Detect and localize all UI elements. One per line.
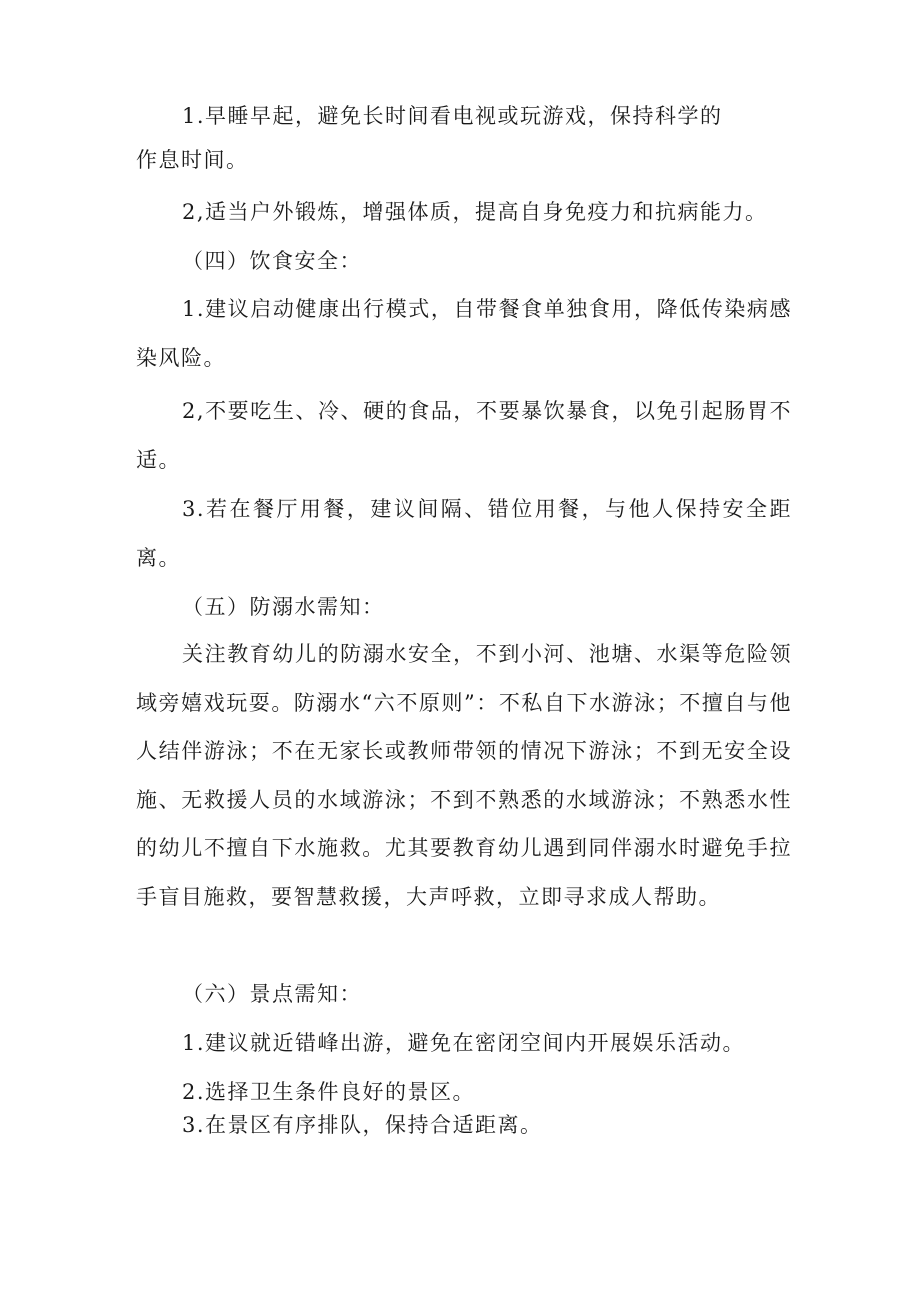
food-paragraph-3: 3.若在餐厅用餐，建议间隔、错位用餐，与他人保持安全距离。 (136, 497, 792, 570)
scenic-paragraph-3: 3.在景区有序排队，保持合适距离。 (182, 1113, 543, 1137)
food-paragraph-2: 2,不要吃生、冷、硬的食品，不要暴饮暴食，以免引起肠胃不适。 (136, 399, 792, 472)
rest-paragraph-1: 1.早睡早起，避免长时间看电视或玩游戏，保持科学的 (182, 104, 723, 128)
drowning-paragraph: 关注教育幼儿的防溺水安全，不到小河、池塘、水渠等危险领域旁嬉戏玩耍。防溺水“六不原则”：不私自下水游泳；不擅自与他人结伴游泳；不在无家长或教师带领的情况下游泳；不到无安全设施、无救援人员的水域游泳；不到不熟悉的水域游泳；不熟悉水性的幼儿不擅自下水施救。尤其要教育幼儿遇到同伴溺水时避免手拉手盲目施救，要智慧救援，大声呼救，立即寻求成人帮助。 (136, 642, 792, 909)
section-heading-scenic-spots: （六）景点需知： (182, 982, 362, 1006)
section-heading-food-safety: （四）饮食安全： (182, 249, 362, 273)
scenic-paragraph-1: 1.建议就近错峰出游，避免在密闭空间内开展娱乐活动。 (182, 1031, 746, 1055)
section-heading-drowning-prevention: （五）防溺水需知： (182, 595, 385, 619)
rest-paragraph-1-continuation: 作息时间。 (136, 148, 249, 172)
scenic-paragraph-2: 2.选择卫生条件良好的景区。 (182, 1080, 476, 1104)
food-paragraph-1: 1.建议启动健康出行模式，自带餐食单独食用，降低传染病感染风险。 (136, 297, 792, 370)
rest-paragraph-2: 2,适当户外锻炼，增强体质，提高自身免疫力和抗病能力。 (182, 200, 768, 224)
